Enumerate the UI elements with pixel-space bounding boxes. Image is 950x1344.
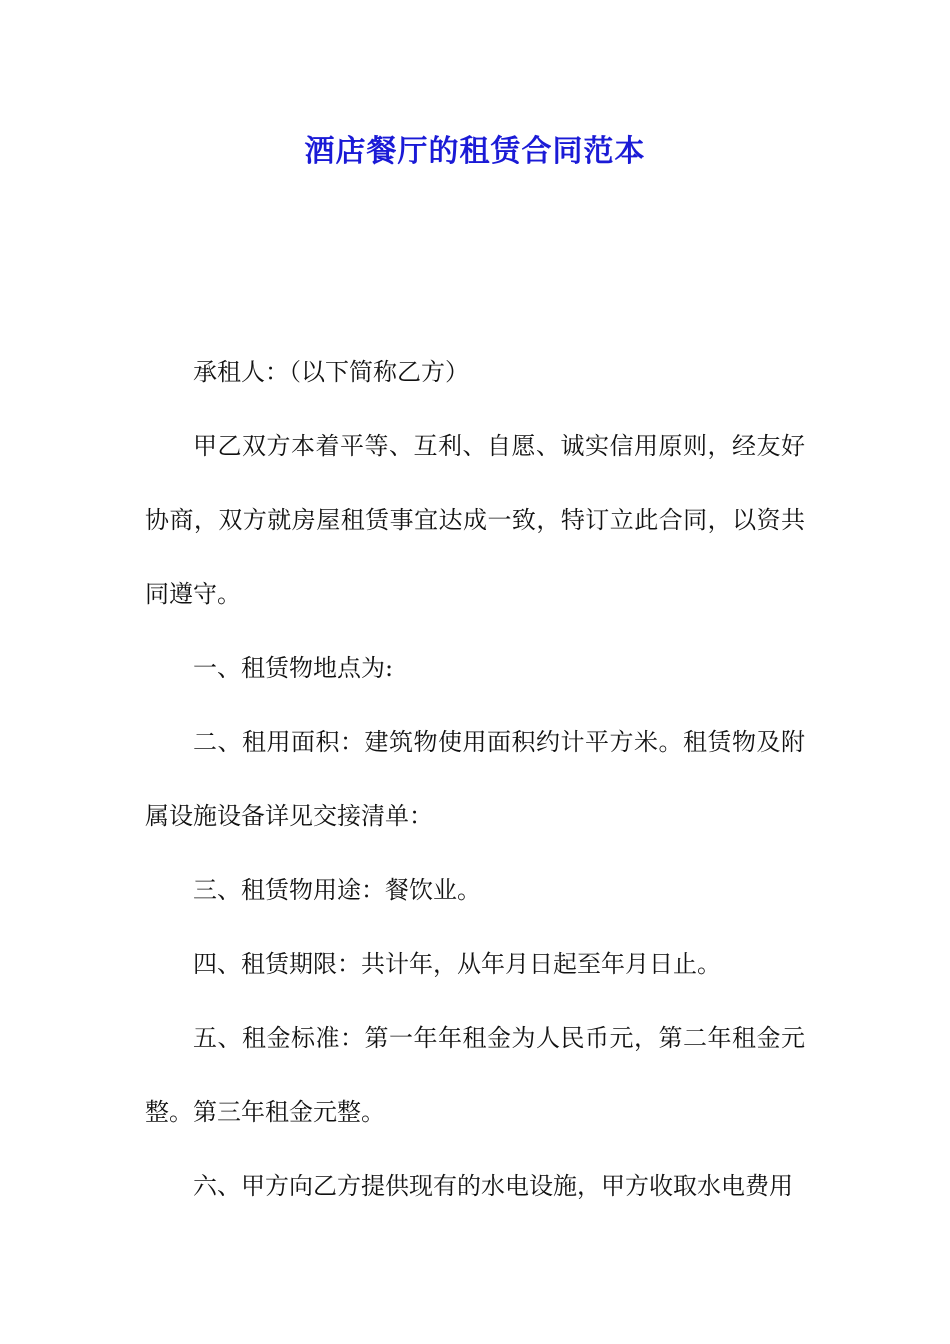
paragraph-clause-6: 六、甲方向乙方提供现有的水电设施，甲方收取水电费用	[193, 1172, 793, 1200]
document-title: 酒店餐厅的租赁合同范本	[304, 134, 646, 169]
contract-body	[145, 335, 805, 1223]
paragraph-preamble: 甲乙双方本着平等、互利、自愿、诚实信用原则，经友好协商，双方就房屋租赁事宜达成一致，特订立此合同，以资共同遵守。	[145, 432, 805, 608]
paragraph-clause-5: 五、租金标准：第一年年租金为人民币元，第二年租金元整。第三年租金元整。	[145, 1024, 805, 1126]
paragraph-clause-2: 二、租用面积：建筑物使用面积约计平方米。租赁物及附属设施设备详见交接清单：	[145, 728, 805, 830]
paragraph-clause-1: 一、租赁物地点为:	[193, 654, 394, 682]
paragraph-clause-4: 四、租赁期限：共计年，从年月日起至年月日止。	[193, 950, 721, 978]
paragraph-lessee: 承租人：（以下简称乙方）	[193, 358, 469, 386]
paragraph-clause-3: 三、租赁物用途：餐饮业。	[193, 876, 481, 904]
